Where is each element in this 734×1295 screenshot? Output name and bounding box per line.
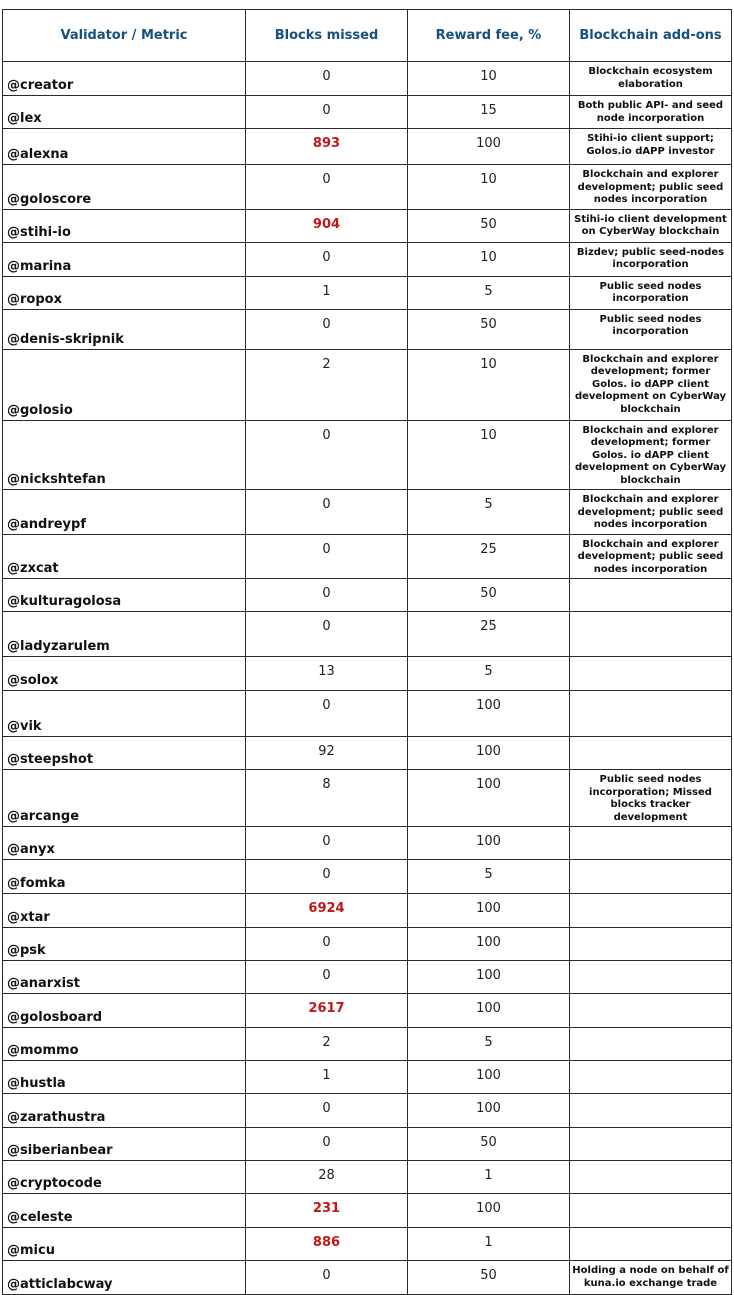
blocks-missed-value: 0 bbox=[246, 534, 408, 579]
reward-fee-value: 15 bbox=[408, 96, 570, 129]
addons-value bbox=[570, 657, 732, 691]
addons-value bbox=[570, 612, 732, 657]
header-blocks-missed: Blocks missed bbox=[246, 10, 408, 62]
blocks-missed-value: 0 bbox=[246, 96, 408, 129]
table-row bbox=[3, 96, 732, 129]
table-row bbox=[3, 129, 732, 165]
table-row bbox=[3, 657, 732, 691]
blocks-missed-value: 893 bbox=[246, 129, 408, 165]
reward-fee-value: 10 bbox=[408, 420, 570, 490]
table-row bbox=[3, 1228, 732, 1261]
header-reward-fee: Reward fee, % bbox=[408, 10, 570, 62]
addons-value: Blockchain and explorer development; public seed nodes incorporation bbox=[570, 165, 732, 210]
table-row bbox=[3, 894, 732, 928]
table-row bbox=[3, 490, 732, 535]
addons-value: Both public API- and seed node incorporation bbox=[570, 96, 732, 129]
validator-name: @vik bbox=[3, 691, 246, 737]
reward-fee-value: 100 bbox=[408, 928, 570, 961]
reward-fee-value: 5 bbox=[408, 1028, 570, 1061]
validator-name: @goloscore bbox=[3, 165, 246, 210]
blocks-missed-value: 0 bbox=[246, 612, 408, 657]
validator-name: @ladyzarulem bbox=[3, 612, 246, 657]
addons-value bbox=[570, 1028, 732, 1061]
reward-fee-value: 5 bbox=[408, 276, 570, 309]
validators-table bbox=[2, 9, 732, 1295]
addons-value bbox=[570, 1094, 732, 1128]
validator-name: @xtar bbox=[3, 894, 246, 928]
reward-fee-value: 5 bbox=[408, 657, 570, 691]
validator-name: @hustla bbox=[3, 1061, 246, 1094]
blocks-missed-value: 2617 bbox=[246, 994, 408, 1028]
reward-fee-value: 50 bbox=[408, 309, 570, 349]
blocks-missed-value: 0 bbox=[246, 62, 408, 96]
addons-value bbox=[570, 961, 732, 994]
addons-value: Stihi-io client support; Golos.io dAPP investor bbox=[570, 129, 732, 165]
table-row bbox=[3, 770, 732, 827]
header-addons: Blockchain add-ons bbox=[570, 10, 732, 62]
validator-name: @andreypf bbox=[3, 490, 246, 535]
reward-fee-value: 100 bbox=[408, 1061, 570, 1094]
table-row bbox=[3, 165, 732, 210]
addons-value bbox=[570, 994, 732, 1028]
addons-value bbox=[570, 860, 732, 894]
blocks-missed-value: 0 bbox=[246, 691, 408, 737]
addons-value bbox=[570, 1061, 732, 1094]
reward-fee-value: 5 bbox=[408, 860, 570, 894]
validator-name: @zarathustra bbox=[3, 1094, 246, 1128]
validator-name: @siberianbear bbox=[3, 1128, 246, 1161]
table-row bbox=[3, 579, 732, 612]
table-row bbox=[3, 860, 732, 894]
table-row bbox=[3, 1128, 732, 1161]
addons-value: Blockchain and explorer development; former Golos. io dAPP client development on CyberWay blockchain bbox=[570, 349, 732, 420]
reward-fee-value: 100 bbox=[408, 1194, 570, 1228]
reward-fee-value: 50 bbox=[408, 579, 570, 612]
reward-fee-value: 10 bbox=[408, 349, 570, 420]
blocks-missed-value: 0 bbox=[246, 490, 408, 535]
reward-fee-value: 100 bbox=[408, 737, 570, 770]
addons-value: Holding a node on behalf of kuna.io exchange trade bbox=[570, 1261, 732, 1295]
addons-value bbox=[570, 1161, 732, 1194]
table-row bbox=[3, 827, 732, 860]
addons-value: Blockchain and explorer development; former Golos. io dAPP client development on CyberWay blockchain bbox=[570, 420, 732, 490]
blocks-missed-value: 886 bbox=[246, 1228, 408, 1261]
addons-value bbox=[570, 579, 732, 612]
blocks-missed-value: 0 bbox=[246, 1261, 408, 1295]
reward-fee-value: 10 bbox=[408, 242, 570, 276]
addons-value: Stihi-io client development on CyberWay blockchain bbox=[570, 209, 732, 242]
reward-fee-value: 100 bbox=[408, 961, 570, 994]
addons-value: Blockchain and explorer development; public seed nodes incorporation bbox=[570, 534, 732, 579]
table-row bbox=[3, 1161, 732, 1194]
table-row bbox=[3, 994, 732, 1028]
blocks-missed-value: 0 bbox=[246, 961, 408, 994]
validator-name: @mommo bbox=[3, 1028, 246, 1061]
blocks-missed-value: 6924 bbox=[246, 894, 408, 928]
validator-name: @steepshot bbox=[3, 737, 246, 770]
blocks-missed-value: 904 bbox=[246, 209, 408, 242]
table-row bbox=[3, 691, 732, 737]
blocks-missed-value: 0 bbox=[246, 309, 408, 349]
blocks-missed-value: 13 bbox=[246, 657, 408, 691]
blocks-missed-value: 231 bbox=[246, 1194, 408, 1228]
table-row bbox=[3, 209, 732, 242]
reward-fee-value: 10 bbox=[408, 165, 570, 210]
validator-name: @kulturagolosa bbox=[3, 579, 246, 612]
addons-value: Public seed nodes incorporation bbox=[570, 276, 732, 309]
addons-value bbox=[570, 1128, 732, 1161]
validator-name: @lex bbox=[3, 96, 246, 129]
table-row bbox=[3, 420, 732, 490]
table-row bbox=[3, 62, 732, 96]
addons-value: Public seed nodes incorporation bbox=[570, 309, 732, 349]
blocks-missed-value: 2 bbox=[246, 349, 408, 420]
addons-value bbox=[570, 894, 732, 928]
validator-name: @alexna bbox=[3, 129, 246, 165]
blocks-missed-value: 0 bbox=[246, 579, 408, 612]
reward-fee-value: 50 bbox=[408, 209, 570, 242]
validator-name: @anyx bbox=[3, 827, 246, 860]
addons-value bbox=[570, 1194, 732, 1228]
validator-name: @nickshtefan bbox=[3, 420, 246, 490]
reward-fee-value: 100 bbox=[408, 994, 570, 1028]
addons-value bbox=[570, 928, 732, 961]
validator-name: @arcange bbox=[3, 770, 246, 827]
table-row bbox=[3, 737, 732, 770]
addons-value: Blockchain ecosystem elaboration bbox=[570, 62, 732, 96]
blocks-missed-value: 0 bbox=[246, 165, 408, 210]
reward-fee-value: 50 bbox=[408, 1261, 570, 1295]
reward-fee-value: 100 bbox=[408, 1094, 570, 1128]
addons-value: Public seed nodes incorporation; Missed blocks tracker development bbox=[570, 770, 732, 827]
addons-value bbox=[570, 827, 732, 860]
validator-name: @golosboard bbox=[3, 994, 246, 1028]
reward-fee-value: 100 bbox=[408, 827, 570, 860]
validator-name: @solox bbox=[3, 657, 246, 691]
table-row bbox=[3, 1261, 732, 1295]
reward-fee-value: 1 bbox=[408, 1228, 570, 1261]
blocks-missed-value: 2 bbox=[246, 1028, 408, 1061]
reward-fee-value: 100 bbox=[408, 129, 570, 165]
validator-name: @zxcat bbox=[3, 534, 246, 579]
blocks-missed-value: 0 bbox=[246, 1128, 408, 1161]
addons-value bbox=[570, 691, 732, 737]
validator-name: @golosio bbox=[3, 349, 246, 420]
reward-fee-value: 25 bbox=[408, 534, 570, 579]
validator-name: @creator bbox=[3, 62, 246, 96]
validator-name: @psk bbox=[3, 928, 246, 961]
blocks-missed-value: 1 bbox=[246, 1061, 408, 1094]
addons-value: Blockchain and explorer development; public seed nodes incorporation bbox=[570, 490, 732, 535]
table-row bbox=[3, 309, 732, 349]
validator-name: @denis-skripnik bbox=[3, 309, 246, 349]
validator-name: @fomka bbox=[3, 860, 246, 894]
reward-fee-value: 25 bbox=[408, 612, 570, 657]
table-row bbox=[3, 1094, 732, 1128]
reward-fee-value: 50 bbox=[408, 1128, 570, 1161]
validator-name: @cryptocode bbox=[3, 1161, 246, 1194]
blocks-missed-value: 1 bbox=[246, 276, 408, 309]
blocks-missed-value: 0 bbox=[246, 242, 408, 276]
blocks-missed-value: 92 bbox=[246, 737, 408, 770]
blocks-missed-value: 0 bbox=[246, 827, 408, 860]
table-row bbox=[3, 961, 732, 994]
blocks-missed-value: 0 bbox=[246, 860, 408, 894]
blocks-missed-value: 0 bbox=[246, 1094, 408, 1128]
table-row bbox=[3, 242, 732, 276]
reward-fee-value: 100 bbox=[408, 691, 570, 737]
addons-value: Bizdev; public seed-nodes incorporation bbox=[570, 242, 732, 276]
validator-name: @anarxist bbox=[3, 961, 246, 994]
reward-fee-value: 100 bbox=[408, 894, 570, 928]
table-row bbox=[3, 1061, 732, 1094]
validator-name: @celeste bbox=[3, 1194, 246, 1228]
blocks-missed-value: 0 bbox=[246, 420, 408, 490]
blocks-missed-value: 0 bbox=[246, 928, 408, 961]
table-body bbox=[3, 62, 732, 1295]
table-row bbox=[3, 1028, 732, 1061]
validator-name: @marina bbox=[3, 242, 246, 276]
table-row bbox=[3, 612, 732, 657]
table-row bbox=[3, 928, 732, 961]
blocks-missed-value: 8 bbox=[246, 770, 408, 827]
validator-name: @ropox bbox=[3, 276, 246, 309]
table-row bbox=[3, 534, 732, 579]
reward-fee-value: 5 bbox=[408, 490, 570, 535]
table-row bbox=[3, 349, 732, 420]
validator-name: @micu bbox=[3, 1228, 246, 1261]
header-row bbox=[3, 10, 732, 62]
reward-fee-value: 1 bbox=[408, 1161, 570, 1194]
reward-fee-value: 10 bbox=[408, 62, 570, 96]
addons-value bbox=[570, 1228, 732, 1261]
table-row bbox=[3, 1194, 732, 1228]
validator-name: @stihi-io bbox=[3, 209, 246, 242]
blocks-missed-value: 28 bbox=[246, 1161, 408, 1194]
table-row bbox=[3, 276, 732, 309]
validator-name: @atticlabcway bbox=[3, 1261, 246, 1295]
reward-fee-value: 100 bbox=[408, 770, 570, 827]
addons-value bbox=[570, 737, 732, 770]
header-validator: Validator / Metric bbox=[3, 10, 246, 62]
